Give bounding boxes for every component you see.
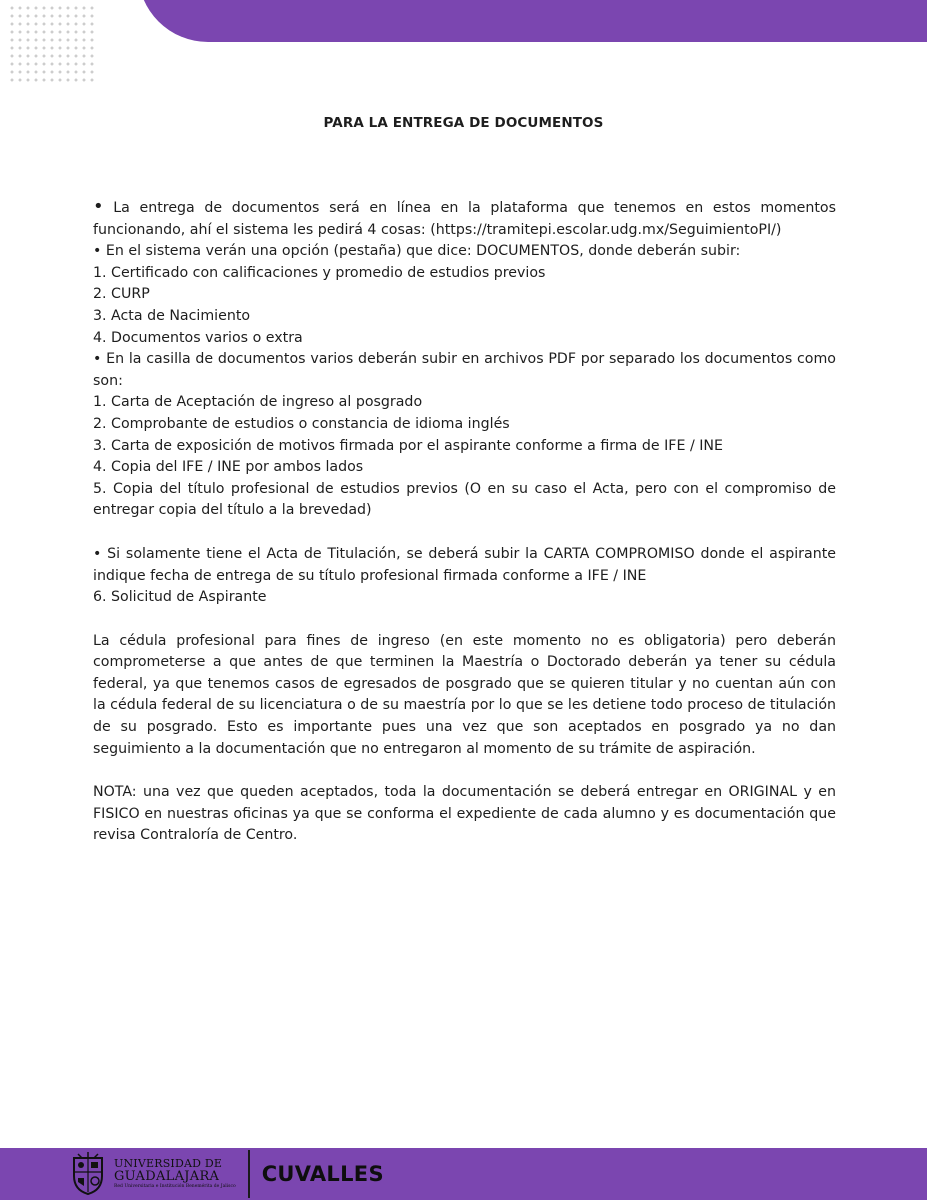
footer-divider bbox=[248, 1150, 250, 1198]
paragraph-online-delivery-text: La entrega de documentos será en línea en la plataforma que tenemos en estos momentos funcionando, ahí el sistema les pedirá 4 cosas: (https://tramitepi.escolar.udg.mx/SeguimientoPI/) bbox=[93, 200, 836, 238]
footer-logo bbox=[70, 1150, 384, 1198]
paragraph-nota: NOTA: una vez que queden aceptados, toda la documentación se deberá entregar en ORIGINAL y en FISICO en nuestras oficinas ya que se conforma el expediente de cada alumno y es documentación que revisa Contraloría de Centro. bbox=[93, 784, 836, 844]
paragraph-cedula-profesional: La cédula profesional para fines de ingreso (en este momento no es obligatoria) pero deberán comprometerse a que antes de que terminen la Maestría o Doctorado deberán ya tener su cédula federal, ya que tenemos casos de egresados de posgrado que se quieren titular y no cuentan aún con la cédula federal de su licenciatura o de su maestría por lo que se les detiene todo proceso de titulación de su posgrado. Esto es importante pues una vez que son aceptados en posgrado ya no dan seguimiento a la documentación que no entregaron al momento de su trámite de aspiración. bbox=[93, 632, 836, 757]
university-name-line2: GUADALAJARA bbox=[114, 1169, 220, 1184]
paragraph-spacer bbox=[93, 522, 836, 544]
list-2-item: 3. Carta de exposición de motivos firmada por el aspirante conforme a firma de IFE / INE bbox=[93, 437, 723, 454]
paragraph-spacer bbox=[93, 609, 836, 631]
university-crest-icon bbox=[70, 1152, 106, 1196]
paragraph-spacer bbox=[93, 760, 836, 782]
list-1-item: 1. Certificado con calificaciones y promedio de estudios previos bbox=[93, 264, 546, 281]
dot-pattern-decoration bbox=[8, 4, 96, 84]
list-1-item: 2. CURP bbox=[93, 286, 150, 303]
paragraph-documents-tab: • En el sistema verán una opción (pestaña) que dice: DOCUMENTOS, donde deberán subir: bbox=[93, 243, 741, 260]
bullet-icon: • bbox=[93, 196, 104, 217]
university-name bbox=[114, 1158, 236, 1190]
list-2-item: 2. Comprobante de estudios o constancia de idioma inglés bbox=[93, 415, 510, 432]
university-name-line1: UNIVERSIDAD DE bbox=[114, 1157, 223, 1170]
university-tagline: Red Universitaria e Institución Benemérita de Jalisco bbox=[114, 1184, 236, 1189]
list-2-item: 4. Copia del IFE / INE por ambos lados bbox=[93, 459, 364, 476]
list-1-item: 3. Acta de Nacimiento bbox=[93, 307, 251, 324]
paragraph-carta-compromiso: • Si solamente tiene el Acta de Titulación, se deberá subir la CARTA COMPROMISO donde el aspirante indique fecha de entrega de su título profesional firmada conforme a IFE / INE bbox=[93, 545, 836, 584]
item-solicitud-aspirante: 6. Solicitud de Aspirante bbox=[93, 589, 267, 606]
document-body bbox=[93, 198, 836, 847]
campus-name: CUVALLES bbox=[261, 1162, 384, 1186]
paragraph-online-delivery bbox=[93, 198, 836, 241]
page-title: PARA LA ENTREGA DE DOCUMENTOS bbox=[323, 115, 604, 131]
list-2-item: 5. Copia del título profesional de estudios previos (O en su caso el Acta, pero con el compromiso de entregar copia del título a la brevedad) bbox=[93, 480, 836, 519]
list-1-item: 4. Documentos varios o extra bbox=[93, 329, 303, 346]
paragraph-various-documents: • En la casilla de documentos varios deberán subir en archivos PDF por separado los documentos como son: bbox=[93, 351, 836, 389]
top-decorative-band bbox=[138, 0, 927, 42]
list-2-item: 1. Carta de Aceptación de ingreso al posgrado bbox=[93, 394, 423, 411]
